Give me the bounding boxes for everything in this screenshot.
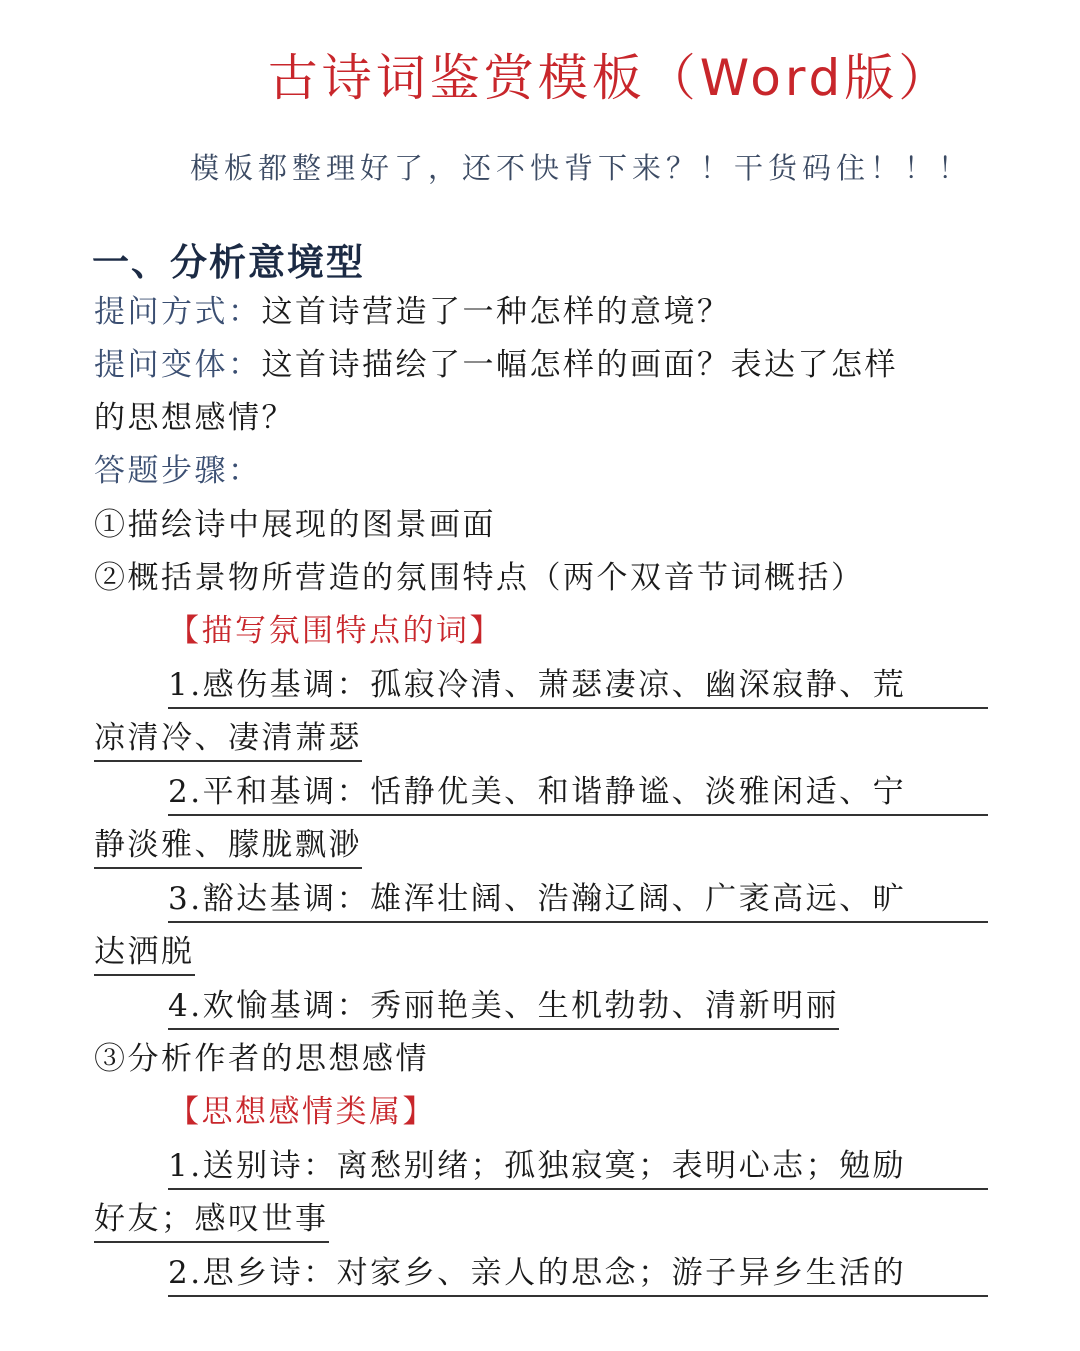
emotion-item xyxy=(168,1253,988,1297)
atmosphere-item xyxy=(168,879,988,923)
atmosphere-item-line: 1.感伤基调：孤寂冷清、萧瑟凄凉、幽深寂静、荒 xyxy=(168,665,988,709)
atmosphere-heading: 【描写氛围特点的词】 xyxy=(168,613,503,649)
emotion-item-line: 好友；感叹世事 xyxy=(94,1199,329,1243)
atmosphere-item-continued xyxy=(94,718,994,762)
atmosphere-item-line: 4.欢愉基调：秀丽艳美、生机勃勃、清新明丽 xyxy=(168,986,839,1030)
atmosphere-item-continued xyxy=(94,932,994,976)
variant-line xyxy=(94,345,994,385)
atmosphere-item-continued xyxy=(94,825,994,869)
atmosphere-item xyxy=(168,986,988,1030)
step-2: ②概括景物所营造的氛围特点（两个双音节词概括） xyxy=(94,560,865,596)
emotion-item-continued xyxy=(94,1199,994,1243)
page-title: 古诗词鉴赏模板（Word版） xyxy=(267,49,953,107)
atmosphere-item-line: 3.豁达基调：雄浑壮阔、浩瀚辽阔、广袤高远、旷 xyxy=(168,879,988,923)
emotion-item xyxy=(168,1146,988,1190)
atmosphere-item-line: 静淡雅、朦胧飘渺 xyxy=(94,825,362,869)
emotion-item-line: 2.思乡诗：对家乡、亲人的思念；游子异乡生活的 xyxy=(168,1253,988,1297)
steps-label: 答题步骤： xyxy=(94,453,262,489)
variant-text: 这首诗描绘了一幅怎样的画面？表达了怎样 xyxy=(261,347,898,383)
emotion-heading: 【思想感情类属】 xyxy=(168,1094,436,1130)
question-line xyxy=(94,292,994,332)
variant-line-continued: 的思想感情？ xyxy=(94,400,295,436)
atmosphere-item xyxy=(168,772,988,816)
atmosphere-item-line: 凉清冷、凄清萧瑟 xyxy=(94,718,362,762)
step-3: ③分析作者的思想感情 xyxy=(94,1041,429,1077)
page-subtitle: 模板都整理好了，还不快背下来？！干货码住！！！ xyxy=(190,151,973,185)
atmosphere-item-line: 达洒脱 xyxy=(94,932,195,976)
section-heading: 一、分析意境型 xyxy=(92,241,365,284)
atmosphere-item-line: 2.平和基调：恬静优美、和谐静谧、淡雅闲适、宁 xyxy=(168,772,988,816)
question-label: 提问方式： xyxy=(94,294,262,330)
question-text: 这首诗营造了一种怎样的意境？ xyxy=(261,294,731,330)
emotion-item-line: 1.送别诗：离愁别绪；孤独寂寞；表明心志；勉励 xyxy=(168,1146,988,1190)
atmosphere-item xyxy=(168,665,988,709)
variant-label: 提问变体： xyxy=(94,347,262,383)
step-1: ①描绘诗中展现的图景画面 xyxy=(94,507,496,543)
